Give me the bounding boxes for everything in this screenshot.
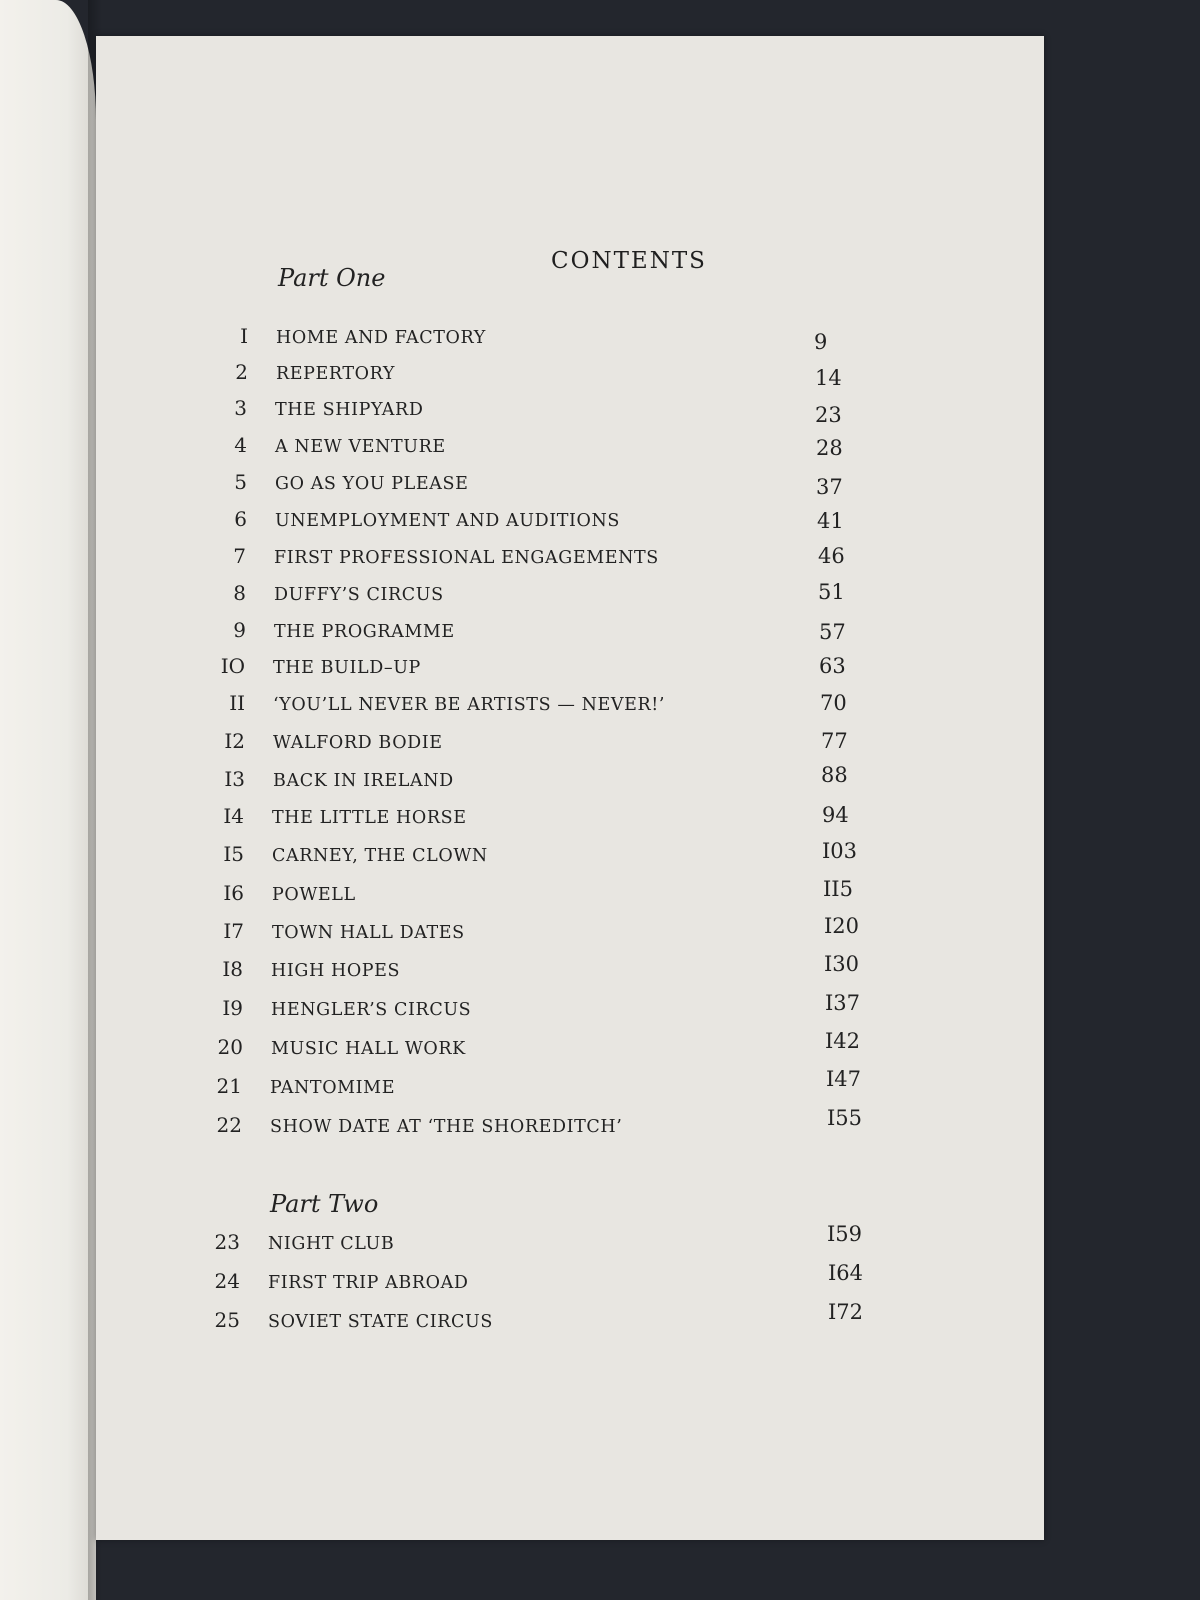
toc-entry	[96, 1261, 1036, 1299]
toc-entry	[96, 1067, 1036, 1104]
toc-entry	[96, 1029, 1036, 1065]
chapter-title: FIRST TRIP ABROAD	[268, 1273, 469, 1293]
chapter-number: 23	[214, 1230, 240, 1254]
toc-entry	[96, 472, 1036, 500]
toc-entry	[96, 952, 1036, 987]
chapter-number: I	[240, 324, 248, 348]
toc-entry	[96, 991, 1036, 1026]
page-number: 77	[821, 729, 848, 753]
chapter-title: PANTOMIME	[270, 1078, 396, 1098]
page-number: I30	[824, 952, 860, 976]
part-two-heading: Part Two	[270, 1190, 379, 1218]
toc-entry	[96, 620, 1036, 648]
page-number: I42	[825, 1029, 861, 1053]
page-number: I72	[828, 1300, 864, 1324]
toc-entry	[96, 1222, 1036, 1260]
chapter-title: ‘YOU’LL NEVER BE ARTISTS — NEVER!’	[273, 695, 666, 715]
chapter-title: DUFFY’S CIRCUS	[274, 585, 444, 605]
toc-entry	[96, 693, 1036, 721]
chapter-title: FIRST PROFESSIONAL ENGAGEMENTS	[274, 548, 659, 568]
page-number: I59	[827, 1222, 863, 1246]
contents-page	[96, 36, 1044, 1540]
toc-entry	[96, 839, 1036, 872]
chapter-number: 22	[216, 1113, 242, 1137]
chapter-title: CARNEY, THE CLOWN	[272, 846, 488, 866]
page-number: II5	[823, 877, 853, 901]
chapter-number: I3	[224, 767, 245, 791]
chapter-number: 4	[234, 433, 247, 457]
chapter-number: 7	[233, 544, 246, 568]
toc-entry	[96, 803, 1036, 834]
part-one-heading: Part One	[278, 264, 386, 292]
toc-entry	[96, 1300, 1036, 1338]
chapter-number: 9	[233, 618, 246, 642]
toc-entry	[96, 546, 1036, 574]
page-title: CONTENTS	[551, 248, 707, 274]
chapter-number: 25	[214, 1308, 240, 1332]
page-number: 23	[815, 403, 842, 427]
page-number: I20	[824, 914, 860, 938]
page-number: I03	[822, 839, 858, 863]
page-number: 37	[816, 475, 843, 499]
chapter-title: HIGH HOPES	[271, 961, 401, 981]
chapter-title: A NEW VENTURE	[275, 437, 446, 457]
chapter-number: 6	[234, 507, 247, 531]
page-number: 63	[819, 654, 846, 678]
toc-entry	[96, 580, 1036, 611]
toc-entry	[96, 731, 1036, 759]
chapter-number: I8	[222, 957, 243, 981]
chapter-title: NIGHT CLUB	[268, 1234, 395, 1254]
page-number: 9	[814, 330, 828, 354]
toc-entry	[96, 877, 1036, 911]
page-number: 28	[816, 436, 843, 460]
page-number: I64	[828, 1261, 864, 1285]
chapter-title: REPERTORY	[276, 364, 395, 384]
chapter-title: BACK IN IRELAND	[273, 771, 454, 791]
toc-entry	[96, 362, 1036, 390]
chapter-title: THE PROGRAMME	[274, 622, 455, 642]
toc-entry	[96, 435, 1036, 463]
page-number: I37	[825, 991, 861, 1015]
chapter-title: HOME AND FACTORY	[276, 328, 486, 348]
page-number: 51	[818, 580, 845, 604]
chapter-title: TOWN HALL DATES	[272, 923, 465, 943]
chapter-title: MUSIC HALL WORK	[271, 1039, 466, 1059]
chapter-title: UNEMPLOYMENT AND AUDITIONS	[275, 511, 620, 531]
chapter-title: THE BUILD–UP	[273, 658, 421, 678]
toc-entry	[96, 656, 1036, 684]
chapter-number: IO	[220, 654, 245, 678]
chapter-number: 5	[234, 470, 247, 494]
chapter-number: 20	[217, 1035, 243, 1059]
toc-entry	[96, 763, 1036, 797]
chapter-title: POWELL	[272, 885, 356, 905]
chapter-number: 2	[235, 360, 248, 384]
chapter-number: 3	[234, 396, 247, 420]
toc-entry	[96, 914, 1036, 949]
page-number: 70	[820, 691, 847, 715]
page-number: 88	[821, 763, 848, 787]
toc-entry	[96, 1106, 1036, 1143]
chapter-number: 8	[233, 581, 246, 605]
page-number: 41	[817, 509, 844, 533]
chapter-number: I6	[223, 881, 244, 905]
page-number: I47	[826, 1067, 862, 1091]
toc-entry	[96, 398, 1036, 426]
left-page	[0, 0, 96, 1600]
chapter-number: I9	[222, 996, 243, 1020]
chapter-number: 24	[214, 1269, 240, 1293]
chapter-number: I7	[223, 919, 244, 943]
chapter-title: THE LITTLE HORSE	[272, 808, 467, 828]
chapter-title: WALFORD BODIE	[273, 733, 443, 753]
page-number: I55	[827, 1106, 863, 1130]
chapter-title: THE SHIPYARD	[275, 400, 424, 420]
chapter-title: GO AS YOU PLEASE	[275, 474, 469, 494]
chapter-number: 21	[216, 1074, 242, 1098]
toc-entry	[96, 326, 1036, 354]
page-number: 94	[822, 803, 849, 827]
toc-entry	[96, 509, 1036, 537]
chapter-number: I4	[223, 804, 244, 828]
chapter-title: SOVIET STATE CIRCUS	[268, 1312, 493, 1332]
chapter-title: SHOW DATE AT ‘THE SHOREDITCH’	[270, 1117, 623, 1137]
page-number: 14	[815, 366, 842, 390]
chapter-number: I2	[224, 729, 245, 753]
page-number: 57	[819, 620, 846, 644]
chapter-number: II	[229, 691, 245, 715]
chapter-title: HENGLER’S CIRCUS	[271, 1000, 472, 1020]
page-number: 46	[818, 544, 845, 568]
chapter-number: I5	[223, 842, 244, 866]
